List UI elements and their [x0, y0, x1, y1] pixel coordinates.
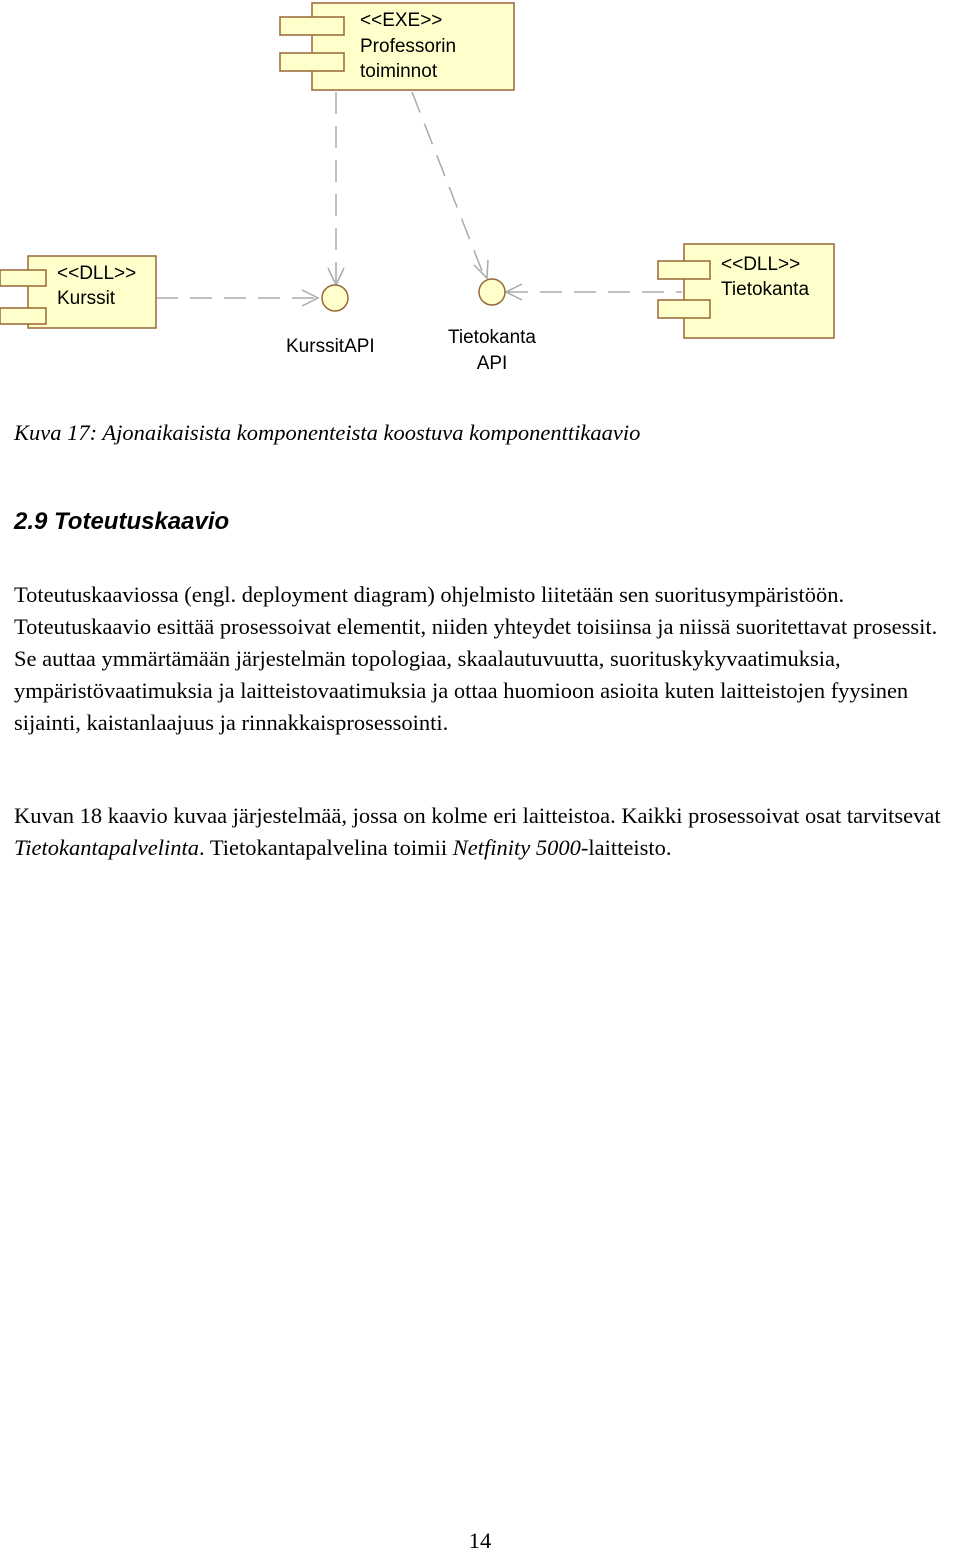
component-professorin-toiminnot[interactable] [280, 3, 514, 90]
professor-name-line2: toiminnot [360, 61, 438, 82]
paragraph-figure-18-description [14, 800, 954, 864]
paragraph2-emphasis-tietokantapalvelinta: Tietokantapalvelinta [14, 835, 199, 860]
interface-tietokantaapi-lollipop[interactable] [479, 279, 505, 305]
interface-kurssitapi-lollipop[interactable] [322, 285, 348, 311]
component-kurssit[interactable] [0, 256, 156, 328]
kurssit-name: Kurssit [57, 288, 116, 309]
professor-name-line1: Professorin [360, 36, 457, 57]
figure-caption: Kuva 17: Ajonaikaisista komponenteista koostuva komponenttikaavio [14, 420, 641, 445]
paragraph2-text-part1: Kuvan 18 kaavio kuvaa järjestelmää, jossa on kolme eri laitteistoa. Kaikki prosessoivat osat tarvitsevat [14, 803, 941, 828]
professor-stereotype: <<EXE>> [360, 10, 443, 31]
kurssitapi-label: KurssitAPI [286, 336, 375, 357]
tietokanta-stereotype: <<DLL>> [721, 254, 801, 275]
paragraph2-emphasis-netfinity: Netfinity 5000 [452, 835, 581, 860]
paragraph2-text-part2: . Tietokantapalvelina toimii [198, 835, 453, 860]
component-tietokanta[interactable] [658, 244, 834, 338]
paragraph2-text-part3: -laitteisto. [580, 835, 672, 860]
tietokantaapi-label-line1: Tietokanta [447, 327, 537, 348]
tietokanta-name: Tietokanta [721, 279, 810, 300]
kurssit-stereotype: <<DLL>> [57, 263, 137, 284]
page-number: 14 [468, 1528, 492, 1553]
paragraph-deployment-intro: Toteutuskaaviossa (engl. deployment diagram) ohjelmisto liitetään sen suoritusympäristöön. Toteutuskaavio esittää prosessoivat elementit, niiden yhteydet toisiinsa ja niissä suoritettavat prosessit. Se auttaa ymmärtämään järjestelmän topologiaa, skaalautuvuutta, suorituskykyvaatimuksia, ympäristövaatimuksia ja laitteistovaatimuksia ja ottaa huomioon asioita kuten laitteistojen fyysinen sijainti, kaistanlaajuus ja rinnakkaisprosessointi. [14, 582, 938, 735]
dependency-professor-tietokantaapi [412, 92, 484, 276]
tietokantaapi-label-line2: API [476, 353, 508, 374]
section-heading: 2.9 Toteutuskaavio [14, 508, 230, 535]
component-diagram [0, 0, 960, 400]
